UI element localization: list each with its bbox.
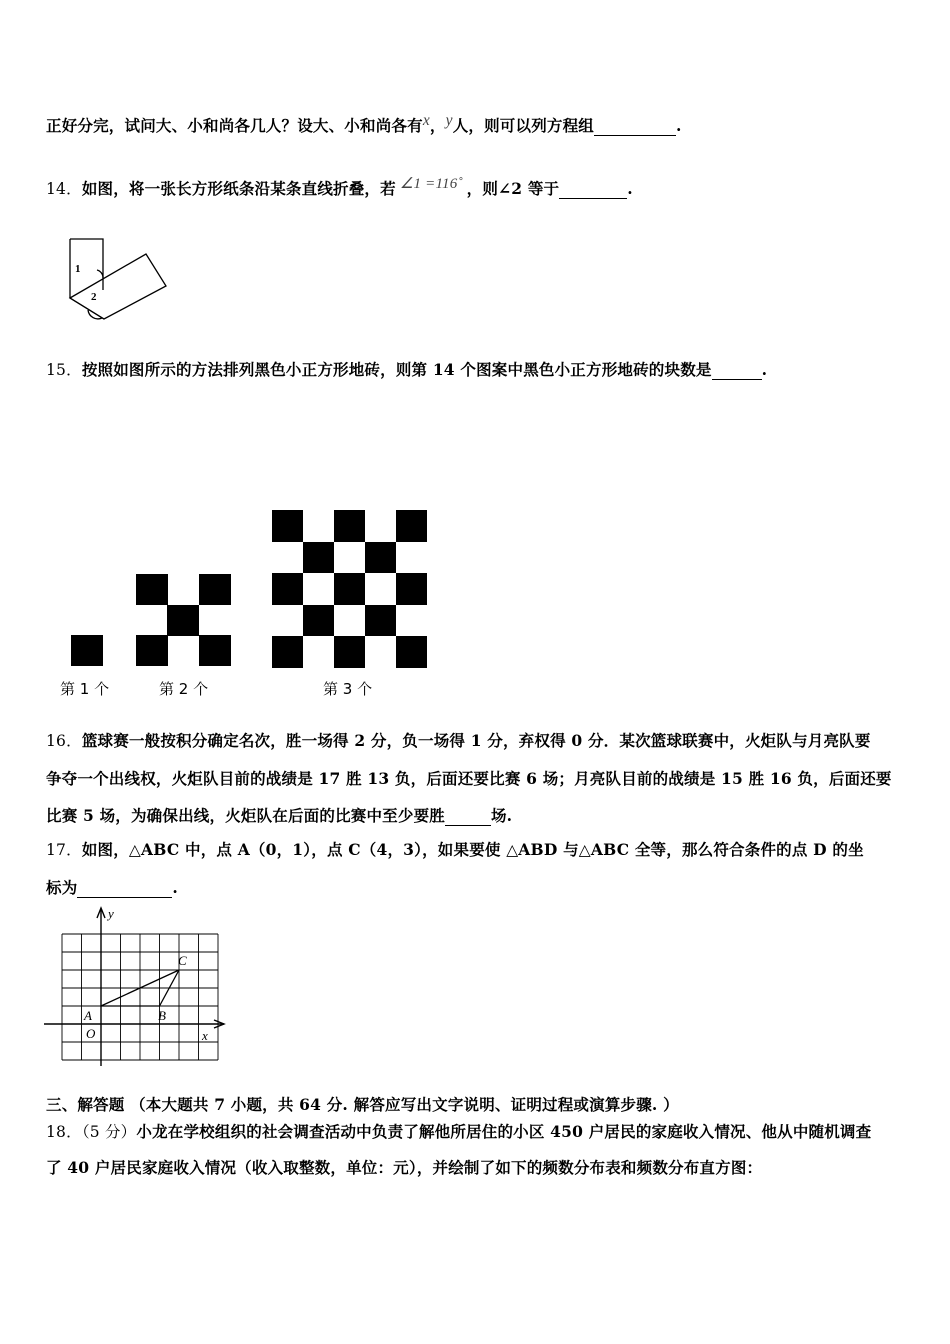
q17-line-2 xyxy=(46,876,178,898)
section-3-heading: 三、解答题 （本大题共 7 小题，共 64 分. 解答应写出文字说明、证明过程或演算步骤. ） xyxy=(46,1095,679,1114)
q15-number: 15． xyxy=(46,361,82,379)
q16-text-1: 篮球赛一般按积分确定名次，胜一场得 2 分，负一场得 1 分，弃权得 0 分．某次篮球联赛中，火炬队与月亮队要 xyxy=(81,731,871,750)
pattern-caption-2: 第 2 个 xyxy=(159,680,209,698)
label-y: y xyxy=(108,906,114,921)
label-a: A xyxy=(84,1008,92,1023)
q17-answer-blank[interactable] xyxy=(77,881,172,898)
q18-score: （5 分） xyxy=(81,1123,137,1141)
pattern3 xyxy=(272,510,427,668)
q16-line-3 xyxy=(46,804,512,826)
pattern1-tile xyxy=(71,635,103,666)
q14-angle-label-1: 1 xyxy=(75,263,81,275)
q13-comma: ， xyxy=(429,116,446,135)
q17-number: 17． xyxy=(46,841,82,859)
q16-line-1 xyxy=(46,729,871,751)
q14-number: 14． xyxy=(46,180,82,198)
q14-answer-blank[interactable] xyxy=(559,182,627,199)
q18-text-1: 小龙在学校组织的社会调查活动中负责了解他所居住的小区 450 户居民的家庭收入情况、他从中随机调查 xyxy=(136,1122,872,1141)
var-y: y xyxy=(445,112,453,129)
label-o: O xyxy=(86,1026,96,1041)
q15-end: . xyxy=(761,360,768,379)
q15-text: 按照如图所示的方法排列黑色小正方形地砖，则第 14 个图案中黑色小正方形地砖的块数是 xyxy=(81,360,712,379)
q13-line xyxy=(46,114,682,136)
q14-angle-math: ∠1 =116˚ xyxy=(399,176,463,192)
q13-text-2: 人，则可以列方程组 xyxy=(452,116,595,135)
q18-line-1 xyxy=(46,1120,871,1142)
q17-coordinate-grid xyxy=(40,902,230,1067)
q14-text-2: ，则∠2 等于 xyxy=(466,179,560,198)
q17-line-1 xyxy=(46,838,864,860)
q17-text-1: 如图，△ABC 中，点 A（0，1），点 C（4，3），如果要使 △ABD 与△ABC 全等，那么符合条件的点 D 的坐 xyxy=(81,840,864,859)
q13-answer-blank[interactable] xyxy=(594,119,676,136)
q14-end: . xyxy=(627,179,633,198)
q13-end: . xyxy=(676,116,682,135)
q16-text-2: 争夺一个出线权，火炬队目前的战绩是 17 胜 13 负，后面还要比赛 6 场；月亮队目前的战绩是 15 胜 16 负，后面还要 xyxy=(46,769,892,788)
pattern-caption-1: 第 1 个 xyxy=(60,680,110,698)
label-x: x xyxy=(202,1028,208,1043)
q18-number: 18． xyxy=(46,1123,82,1141)
q17-text-2a: 标为 xyxy=(46,878,78,897)
label-c: C xyxy=(178,953,187,968)
q16-text-3b: 场. xyxy=(490,806,513,825)
q14-fold-figure xyxy=(58,234,173,329)
q16-text-3a: 比赛 5 场，为确保出线，火炬队在后面的比赛中至少要胜 xyxy=(46,806,445,825)
pattern2 xyxy=(136,574,231,666)
pattern-caption-3: 第 3 个 xyxy=(323,680,373,698)
q16-line-2 xyxy=(46,767,892,789)
q13-text-1: 正好分完，试问大、小和尚各几人？设大、小和尚各有 xyxy=(46,116,423,135)
q15-answer-blank[interactable] xyxy=(712,363,762,380)
label-b: B xyxy=(158,1008,166,1023)
q14-angle-label-2: 2 xyxy=(91,291,97,303)
q14-text-1: 如图，将一张长方形纸条沿某条直线折叠，若 xyxy=(81,179,396,198)
q18-line-2 xyxy=(46,1156,762,1178)
q17-text-2b: . xyxy=(172,878,179,897)
q16-answer-blank[interactable] xyxy=(445,809,491,826)
q15-line xyxy=(46,358,767,380)
q18-text-2: 了 40 户居民家庭收入情况（收入取整数，单位：元），并绘制了如下的频数分布表和频数分布直方图： xyxy=(46,1158,763,1177)
var-x: x xyxy=(422,112,430,129)
q15-tile-patterns xyxy=(0,500,450,675)
q16-number: 16． xyxy=(46,732,82,750)
q14-line xyxy=(46,177,633,199)
